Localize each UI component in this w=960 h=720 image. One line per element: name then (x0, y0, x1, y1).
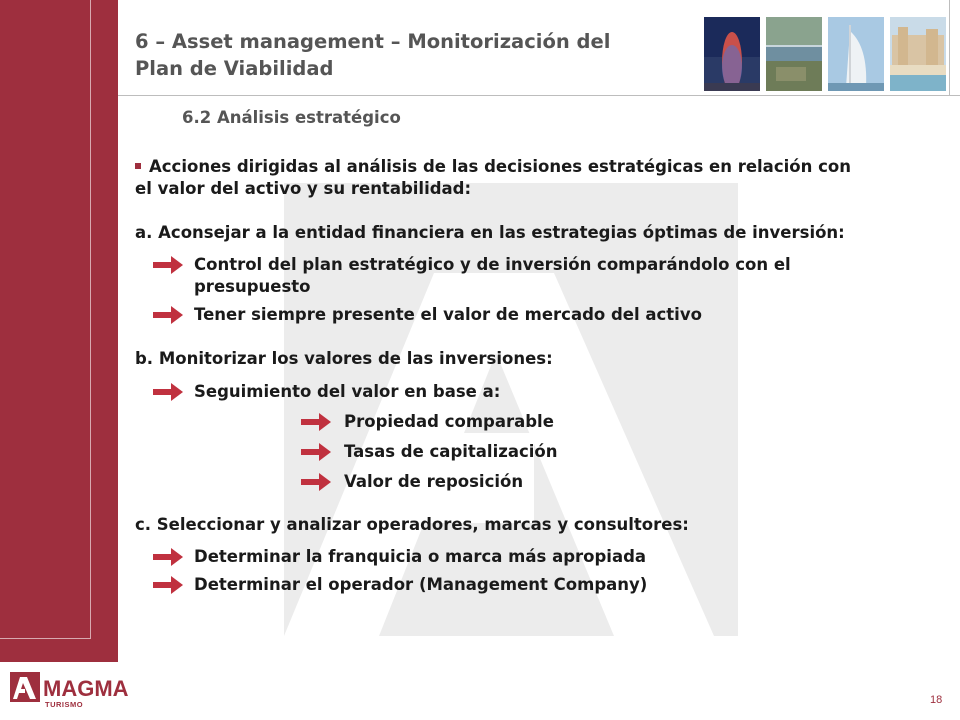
section-a-item-1-line-2: presupuesto (194, 277, 311, 296)
header-divider (118, 95, 960, 96)
section-a-item-1-line-1: Control del plan estratégico y de inversión comparándolo con el (194, 255, 791, 274)
logo-subtitle: TURISMO (45, 700, 84, 709)
logo-name: MAGMA (43, 676, 129, 701)
section-c-item-2: Determinar el operador (Management Company) (194, 575, 648, 594)
arrow-icon (301, 413, 331, 431)
intro-line-1: Acciones dirigidas al análisis de las decisiones estratégicas en relación con (149, 157, 851, 176)
section-a-heading: a. Aconsejar a la entidad financiera en las estrategias óptimas de inversión: (135, 223, 845, 242)
tower-photo (704, 17, 760, 91)
magma-watermark-icon (284, 183, 738, 636)
sidebar-divider-horizontal (0, 638, 91, 639)
arrow-icon (153, 548, 183, 566)
sail-hotel-photo (828, 17, 884, 91)
arrow-icon (153, 383, 183, 401)
section-b-sub-item: Propiedad comparable (344, 412, 554, 431)
arrow-icon (153, 306, 183, 324)
arrow-icon (301, 473, 331, 491)
title-line-2: Plan de Viabilidad (135, 57, 334, 80)
page-title (135, 28, 680, 82)
sidebar-divider (90, 0, 91, 638)
arrow-icon (153, 576, 183, 594)
section-b-heading: b. Monitorizar los valores de las inversiones: (135, 349, 553, 368)
arrow-icon (301, 443, 331, 461)
header-divider-vertical (949, 0, 950, 96)
section-b-item-1: Seguimiento del valor en base a: (194, 382, 501, 401)
section-c-item-1: Determinar la franquicia o marca más apropiada (194, 547, 647, 566)
section-a-item-1 (194, 254, 791, 298)
sidebar-band (0, 0, 118, 662)
section-a-item-2: Tener siempre presente el valor de mercado del activo (194, 305, 702, 324)
arrow-icon (153, 256, 183, 274)
magma-logo-icon (10, 672, 40, 702)
resort-photo (890, 17, 946, 91)
section-subtitle: 6.2 Análisis estratégico (182, 108, 401, 127)
square-bullet-icon (135, 163, 141, 169)
section-b-sub-item: Tasas de capitalización (344, 442, 558, 461)
page-number: 18 (930, 694, 943, 706)
coast-photo (766, 17, 822, 91)
intro-text (135, 156, 851, 178)
intro-line-2: el valor del activo y su rentabilidad: (135, 179, 472, 198)
title-line-1: 6 – Asset management – Monitorización del (135, 30, 611, 53)
section-b-sub-item: Valor de reposición (344, 472, 524, 491)
section-c-heading: c. Seleccionar y analizar operadores, marcas y consultores: (135, 515, 689, 534)
